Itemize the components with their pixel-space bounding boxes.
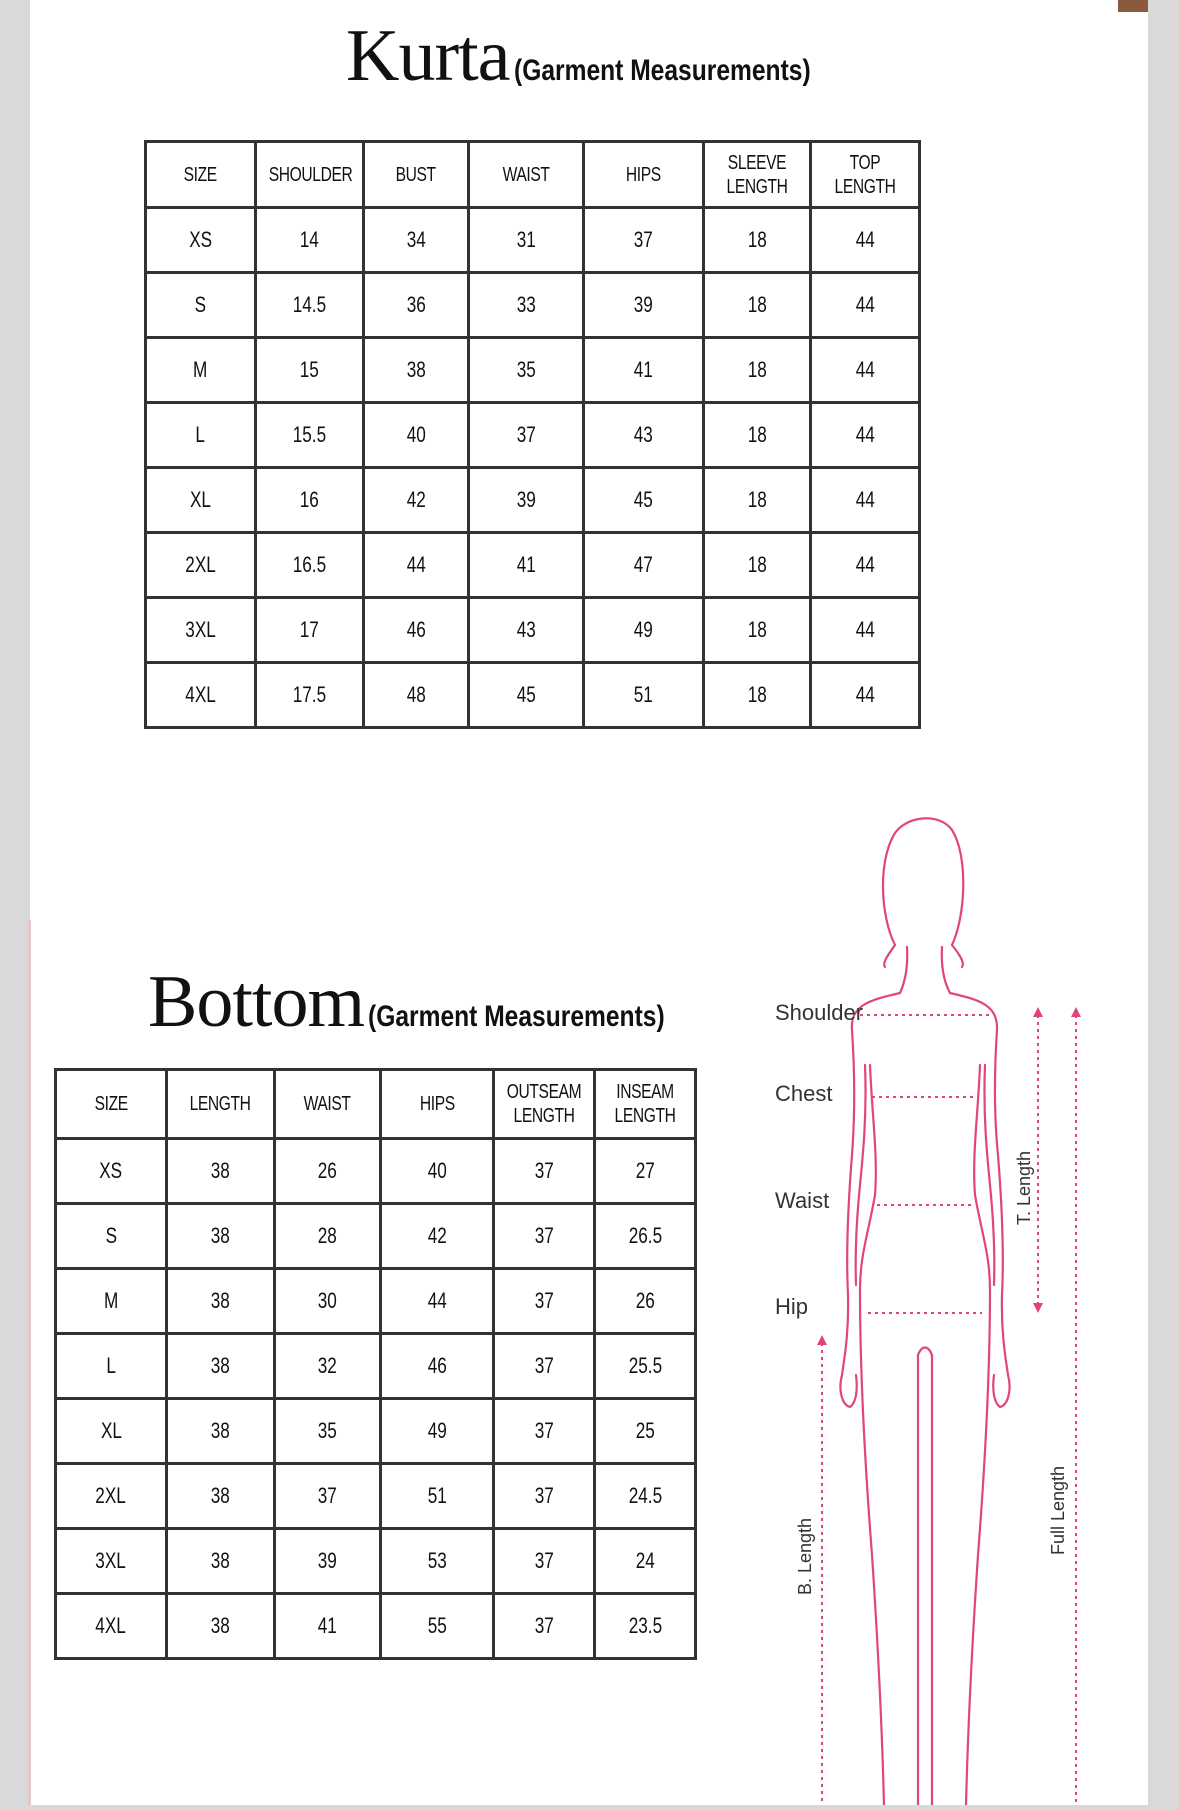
kurta-table-cell — [146, 598, 256, 663]
kurta-table-cell — [364, 273, 469, 338]
bottom-table-cell — [381, 1594, 494, 1659]
kurta-cell-value: XS — [189, 227, 212, 252]
full-length-arrow-top — [1071, 1007, 1081, 1017]
kurta-table-cell — [704, 533, 811, 598]
bottom-cell-value: 38 — [210, 1613, 231, 1638]
bottom-cell-value: XS — [99, 1158, 123, 1183]
kurta-cell-value: 39 — [516, 487, 536, 512]
kurta-table-cell — [469, 468, 584, 533]
left-divider — [28, 920, 31, 1805]
bottom-cell-value: 35 — [317, 1418, 338, 1443]
kurta-table-cell — [469, 208, 584, 273]
t-length-arrow-top — [1033, 1007, 1043, 1017]
kurta-cell-value: 16.5 — [292, 552, 327, 577]
kurta-table-cell — [584, 468, 704, 533]
bottom-table-cell — [56, 1334, 167, 1399]
bottom-table-cell — [275, 1594, 381, 1659]
kurta-table-cell — [469, 598, 584, 663]
kurta-cell-value: 15.5 — [292, 422, 327, 447]
chest-label: Chest — [775, 1081, 833, 1106]
body-outline-illustration — [760, 815, 1100, 1805]
bottom-cell-value: 38 — [210, 1158, 231, 1183]
bottom-cell-value: 26.5 — [628, 1223, 662, 1248]
bottom-cell-value: 40 — [427, 1158, 447, 1183]
bottom-title-sub: (Garment Measurements) — [368, 1000, 665, 1033]
kurta-table-cell — [584, 208, 704, 273]
bottom-cell-value: 38 — [210, 1223, 231, 1248]
kurta-table-cell — [146, 403, 256, 468]
full-length-label: Full Length — [1048, 1465, 1068, 1555]
kurta-title-sub: (Garment Measurements) — [513, 54, 811, 87]
bottom-table-cell — [275, 1139, 381, 1204]
shoulder-label: Shoulder — [775, 1000, 864, 1025]
kurta-cell-value: 42 — [406, 487, 426, 512]
bottom-cell-value: 37 — [534, 1548, 554, 1573]
kurta-table-cell — [584, 663, 704, 728]
bottom-cell-value: 37 — [534, 1158, 554, 1183]
bottom-table-cell — [381, 1334, 494, 1399]
bottom-header-label: SIZE — [94, 1093, 128, 1115]
bottom-table-cell — [494, 1269, 595, 1334]
kurta-table-cell — [364, 403, 469, 468]
kurta-cell-value: 33 — [516, 292, 536, 317]
bottom-cell-value: XL — [100, 1418, 122, 1443]
bottom-cell-value: 32 — [317, 1353, 338, 1378]
kurta-header-cell — [469, 142, 584, 208]
bottom-header-cell — [381, 1070, 494, 1139]
bottom-header-cell — [494, 1070, 595, 1139]
bottom-table-cell — [595, 1334, 696, 1399]
waist-label: Waist — [775, 1188, 830, 1213]
bottom-cell-value: 38 — [210, 1418, 231, 1443]
kurta-cell-value: 2XL — [185, 552, 216, 577]
measurement-arrows — [817, 1007, 1081, 1345]
kurta-table-cell — [256, 338, 364, 403]
bottom-table-cell — [595, 1464, 696, 1529]
bottom-cell-value: 44 — [427, 1288, 447, 1313]
bottom-table-cell — [275, 1529, 381, 1594]
bottom-cell-value: 24.5 — [628, 1483, 662, 1508]
kurta-size-table — [144, 140, 921, 729]
kurta-table-cell — [704, 598, 811, 663]
kurta-table-cell — [364, 533, 469, 598]
bottom-cell-value: 55 — [427, 1613, 447, 1638]
bottom-table-cell — [595, 1399, 696, 1464]
bottom-table-row — [56, 1334, 696, 1399]
bottom-cell-value: 38 — [210, 1483, 231, 1508]
kurta-cell-value: 34 — [406, 227, 426, 252]
t-length-label: T. Length — [1014, 1150, 1034, 1225]
measurement-lines — [822, 1015, 1076, 1805]
bottom-table-cell — [595, 1204, 696, 1269]
kurta-cell-value: 37 — [633, 227, 654, 252]
bottom-table-cell — [56, 1139, 167, 1204]
kurta-cell-value: 41 — [633, 357, 654, 382]
kurta-header-label: SIZE — [183, 163, 218, 186]
kurta-cell-value: 44 — [855, 292, 875, 317]
kurta-cell-value: 14.5 — [292, 292, 327, 317]
kurta-cell-value: 44 — [406, 552, 426, 577]
kurta-table-cell — [584, 533, 704, 598]
kurta-table-cell — [146, 663, 256, 728]
kurta-cell-value: 38 — [406, 357, 426, 382]
bottom-cell-value: 38 — [210, 1288, 231, 1313]
kurta-table-cell — [256, 403, 364, 468]
bottom-table-cell — [275, 1399, 381, 1464]
kurta-table-cell — [469, 533, 584, 598]
bottom-size-table — [54, 1068, 697, 1660]
bottom-cell-value: 26 — [317, 1158, 338, 1183]
bottom-cell-value: 37 — [534, 1223, 554, 1248]
b-length-label: B. Length — [795, 1517, 815, 1595]
bottom-cell-value: 37 — [534, 1418, 554, 1443]
bottom-title-main: Bottom — [148, 961, 365, 1043]
kurta-table-cell — [469, 338, 584, 403]
bottom-title — [148, 960, 730, 1045]
kurta-cell-value: M — [193, 357, 208, 382]
kurta-table-cell — [146, 208, 256, 273]
kurta-table-row — [146, 468, 920, 533]
bottom-cell-value: 39 — [317, 1548, 338, 1573]
bottom-cell-value: 25.5 — [628, 1353, 662, 1378]
bottom-table-row — [56, 1139, 696, 1204]
kurta-table-row — [146, 403, 920, 468]
bottom-cell-value: 53 — [427, 1548, 447, 1573]
bottom-table-cell — [494, 1399, 595, 1464]
kurta-table-cell — [811, 208, 920, 273]
bottom-table-cell — [381, 1139, 494, 1204]
kurta-cell-value: 44 — [855, 227, 875, 252]
bottom-table-cell — [595, 1139, 696, 1204]
kurta-cell-value: 39 — [633, 292, 654, 317]
bottom-cell-value: 28 — [317, 1223, 338, 1248]
bottom-table-cell — [275, 1269, 381, 1334]
bottom-cell-value: 23.5 — [628, 1613, 662, 1638]
kurta-table-cell — [704, 273, 811, 338]
bottom-table-cell — [381, 1204, 494, 1269]
kurta-cell-value: 35 — [516, 357, 536, 382]
kurta-header-cell — [146, 142, 256, 208]
bottom-header-label: OUTSEAM LENGTH — [506, 1081, 582, 1127]
kurta-table-cell — [364, 208, 469, 273]
kurta-table-row — [146, 598, 920, 663]
bottom-table-row — [56, 1529, 696, 1594]
bottom-table-cell — [167, 1334, 275, 1399]
bottom-table-cell — [167, 1529, 275, 1594]
bottom-table-cell — [167, 1594, 275, 1659]
kurta-cell-value: 43 — [516, 617, 536, 642]
bottom-cell-value: 37 — [534, 1613, 554, 1638]
kurta-cell-value: 44 — [855, 617, 875, 642]
bottom-table-cell — [381, 1529, 494, 1594]
kurta-cell-value: L — [195, 422, 206, 447]
bottom-cell-value: 51 — [427, 1483, 447, 1508]
kurta-cell-value: 31 — [516, 227, 536, 252]
kurta-table-cell — [146, 273, 256, 338]
bottom-table-cell — [494, 1594, 595, 1659]
kurta-table-row — [146, 338, 920, 403]
bottom-table-row — [56, 1594, 696, 1659]
kurta-table-cell — [811, 663, 920, 728]
kurta-header-label: TOP LENGTH — [834, 151, 896, 198]
kurta-cell-value: 44 — [855, 422, 875, 447]
kurta-header-label: SHOULDER — [268, 163, 353, 186]
bottom-table-cell — [56, 1529, 167, 1594]
kurta-table-cell — [146, 533, 256, 598]
kurta-header-row — [146, 142, 920, 208]
kurta-cell-value: 37 — [516, 422, 536, 447]
kurta-cell-value: 45 — [516, 682, 536, 707]
kurta-table-cell — [256, 273, 364, 338]
kurta-header-label: WAIST — [502, 163, 550, 186]
bottom-header-cell — [56, 1070, 167, 1139]
kurta-cell-value: 48 — [406, 682, 426, 707]
bottom-header-row — [56, 1070, 696, 1139]
kurta-cell-value: 46 — [406, 617, 426, 642]
bottom-table-cell — [275, 1334, 381, 1399]
bottom-table-cell — [494, 1334, 595, 1399]
kurta-cell-value: 44 — [855, 487, 875, 512]
kurta-table-cell — [146, 338, 256, 403]
kurta-table-row — [146, 208, 920, 273]
bottom-table-cell — [494, 1529, 595, 1594]
bottom-cell-value: 37 — [534, 1288, 554, 1313]
kurta-table-cell — [704, 338, 811, 403]
kurta-table-cell — [584, 403, 704, 468]
bottom-cell-value: 26 — [635, 1288, 655, 1313]
kurta-cell-value: 51 — [633, 682, 654, 707]
kurta-table-cell — [256, 598, 364, 663]
kurta-table-cell — [811, 468, 920, 533]
bottom-table-cell — [381, 1399, 494, 1464]
kurta-cell-value: 18 — [747, 617, 767, 642]
bottom-cell-value: 37 — [534, 1483, 554, 1508]
bottom-cell-value: 41 — [317, 1613, 338, 1638]
bottom-table-row — [56, 1204, 696, 1269]
bottom-header-label: WAIST — [304, 1093, 351, 1115]
kurta-cell-value: 18 — [747, 552, 767, 577]
kurta-table-cell — [469, 273, 584, 338]
bottom-cell-value: 3XL — [95, 1548, 127, 1573]
kurta-table-cell — [704, 468, 811, 533]
kurta-header-cell — [364, 142, 469, 208]
kurta-cell-value: 43 — [633, 422, 654, 447]
kurta-table-cell — [256, 663, 364, 728]
bottom-cell-value: 25 — [635, 1418, 655, 1443]
bottom-table-cell — [381, 1464, 494, 1529]
kurta-table-cell — [704, 663, 811, 728]
bottom-table-cell — [167, 1269, 275, 1334]
kurta-cell-value: 17.5 — [292, 682, 327, 707]
bottom-table-cell — [595, 1529, 696, 1594]
kurta-cell-value: 18 — [747, 357, 767, 382]
bottom-table-cell — [167, 1204, 275, 1269]
bottom-cell-value: 24 — [635, 1548, 655, 1573]
kurta-cell-value: 15 — [299, 357, 320, 382]
body-outline — [840, 818, 1009, 1805]
kurta-cell-value: 44 — [855, 682, 875, 707]
kurta-cell-value: 44 — [855, 357, 875, 382]
kurta-table-cell — [811, 533, 920, 598]
bottom-table-cell — [381, 1269, 494, 1334]
kurta-cell-value: 45 — [633, 487, 654, 512]
bottom-cell-value: 38 — [210, 1353, 231, 1378]
kurta-table-cell — [364, 663, 469, 728]
bottom-table-cell — [56, 1464, 167, 1529]
bottom-table-cell — [56, 1204, 167, 1269]
kurta-table-cell — [704, 403, 811, 468]
kurta-table-cell — [256, 208, 364, 273]
bottom-header-label: INSEAM LENGTH — [614, 1081, 676, 1127]
bottom-table-cell — [56, 1399, 167, 1464]
measurement-labels — [775, 1000, 1068, 1595]
kurta-cell-value: 40 — [406, 422, 426, 447]
kurta-table-cell — [811, 273, 920, 338]
bottom-table-cell — [494, 1204, 595, 1269]
bottom-cell-value: L — [106, 1353, 116, 1378]
kurta-table-cell — [704, 208, 811, 273]
bottom-table-row — [56, 1464, 696, 1529]
kurta-cell-value: 18 — [747, 422, 767, 447]
kurta-cell-value: 18 — [747, 487, 767, 512]
kurta-table-cell — [584, 598, 704, 663]
kurta-table-row — [146, 273, 920, 338]
bottom-cell-value: S — [105, 1223, 117, 1248]
kurta-cell-value: 4XL — [185, 682, 216, 707]
kurta-table-cell — [256, 533, 364, 598]
kurta-table-cell — [811, 338, 920, 403]
kurta-table-cell — [364, 338, 469, 403]
kurta-table-cell — [811, 598, 920, 663]
kurta-table-cell — [146, 468, 256, 533]
kurta-header-cell — [584, 142, 704, 208]
bottom-cell-value: 42 — [427, 1223, 447, 1248]
bottom-cell-value: 37 — [317, 1483, 338, 1508]
bottom-table-cell — [494, 1464, 595, 1529]
kurta-cell-value: XL — [189, 487, 211, 512]
corner-accent — [1118, 0, 1148, 12]
kurta-table-cell — [469, 403, 584, 468]
bottom-table-cell — [275, 1204, 381, 1269]
bottom-cell-value: 2XL — [95, 1483, 127, 1508]
bottom-header-cell — [275, 1070, 381, 1139]
kurta-header-cell — [256, 142, 364, 208]
hip-label: Hip — [775, 1294, 809, 1319]
bottom-table-cell — [275, 1464, 381, 1529]
bottom-table-cell — [595, 1594, 696, 1659]
bottom-table-cell — [595, 1269, 696, 1334]
kurta-table-cell — [364, 468, 469, 533]
bottom-table-cell — [167, 1139, 275, 1204]
kurta-header-cell — [704, 142, 811, 208]
kurta-cell-value: 18 — [747, 292, 767, 317]
kurta-table-cell — [584, 338, 704, 403]
bottom-cell-value: 27 — [635, 1158, 655, 1183]
kurta-table-row — [146, 663, 920, 728]
kurta-title-main: Kurta — [346, 15, 510, 97]
kurta-cell-value: 44 — [855, 552, 875, 577]
bottom-header-cell — [595, 1070, 696, 1139]
kurta-cell-value: 18 — [747, 682, 767, 707]
kurta-header-cell — [811, 142, 920, 208]
bottom-cell-value: 30 — [317, 1288, 338, 1313]
bottom-table-cell — [56, 1269, 167, 1334]
bottom-cell-value: 37 — [534, 1353, 554, 1378]
kurta-cell-value: 3XL — [185, 617, 216, 642]
bottom-cell-value: 46 — [427, 1353, 447, 1378]
bottom-cell-value: 38 — [210, 1548, 231, 1573]
kurta-cell-value: 49 — [633, 617, 654, 642]
bottom-cell-value: 4XL — [95, 1613, 127, 1638]
kurta-cell-value: S — [194, 292, 207, 317]
kurta-cell-value: 41 — [516, 552, 536, 577]
kurta-cell-value: 18 — [747, 227, 767, 252]
kurta-table-cell — [469, 663, 584, 728]
body-measurement-figure — [760, 815, 1100, 1805]
kurta-cell-value: 36 — [406, 292, 426, 317]
bottom-cell-value: 49 — [427, 1418, 447, 1443]
kurta-table-cell — [584, 273, 704, 338]
kurta-header-label: SLEEVE LENGTH — [726, 151, 788, 198]
kurta-table-cell — [256, 468, 364, 533]
kurta-table-row — [146, 533, 920, 598]
kurta-table-cell — [364, 598, 469, 663]
bottom-header-label: HIPS — [419, 1093, 455, 1115]
bottom-table-row — [56, 1399, 696, 1464]
bottom-table-cell — [494, 1139, 595, 1204]
kurta-header-label: BUST — [395, 163, 437, 186]
bottom-cell-value: M — [103, 1288, 119, 1313]
bottom-table-cell — [167, 1399, 275, 1464]
bottom-header-label: LENGTH — [190, 1093, 251, 1115]
bottom-header-cell — [167, 1070, 275, 1139]
kurta-cell-value: 14 — [299, 227, 320, 252]
kurta-cell-value: 17 — [299, 617, 320, 642]
kurta-cell-value: 16 — [299, 487, 320, 512]
kurta-title — [346, 14, 875, 99]
kurta-header-label: HIPS — [626, 163, 661, 186]
kurta-cell-value: 47 — [633, 552, 654, 577]
kurta-table-cell — [811, 403, 920, 468]
bottom-table-row — [56, 1269, 696, 1334]
bottom-table-cell — [167, 1464, 275, 1529]
bottom-table-cell — [56, 1594, 167, 1659]
t-length-arrow-bottom — [1033, 1303, 1043, 1313]
b-length-arrow-top — [817, 1335, 827, 1345]
